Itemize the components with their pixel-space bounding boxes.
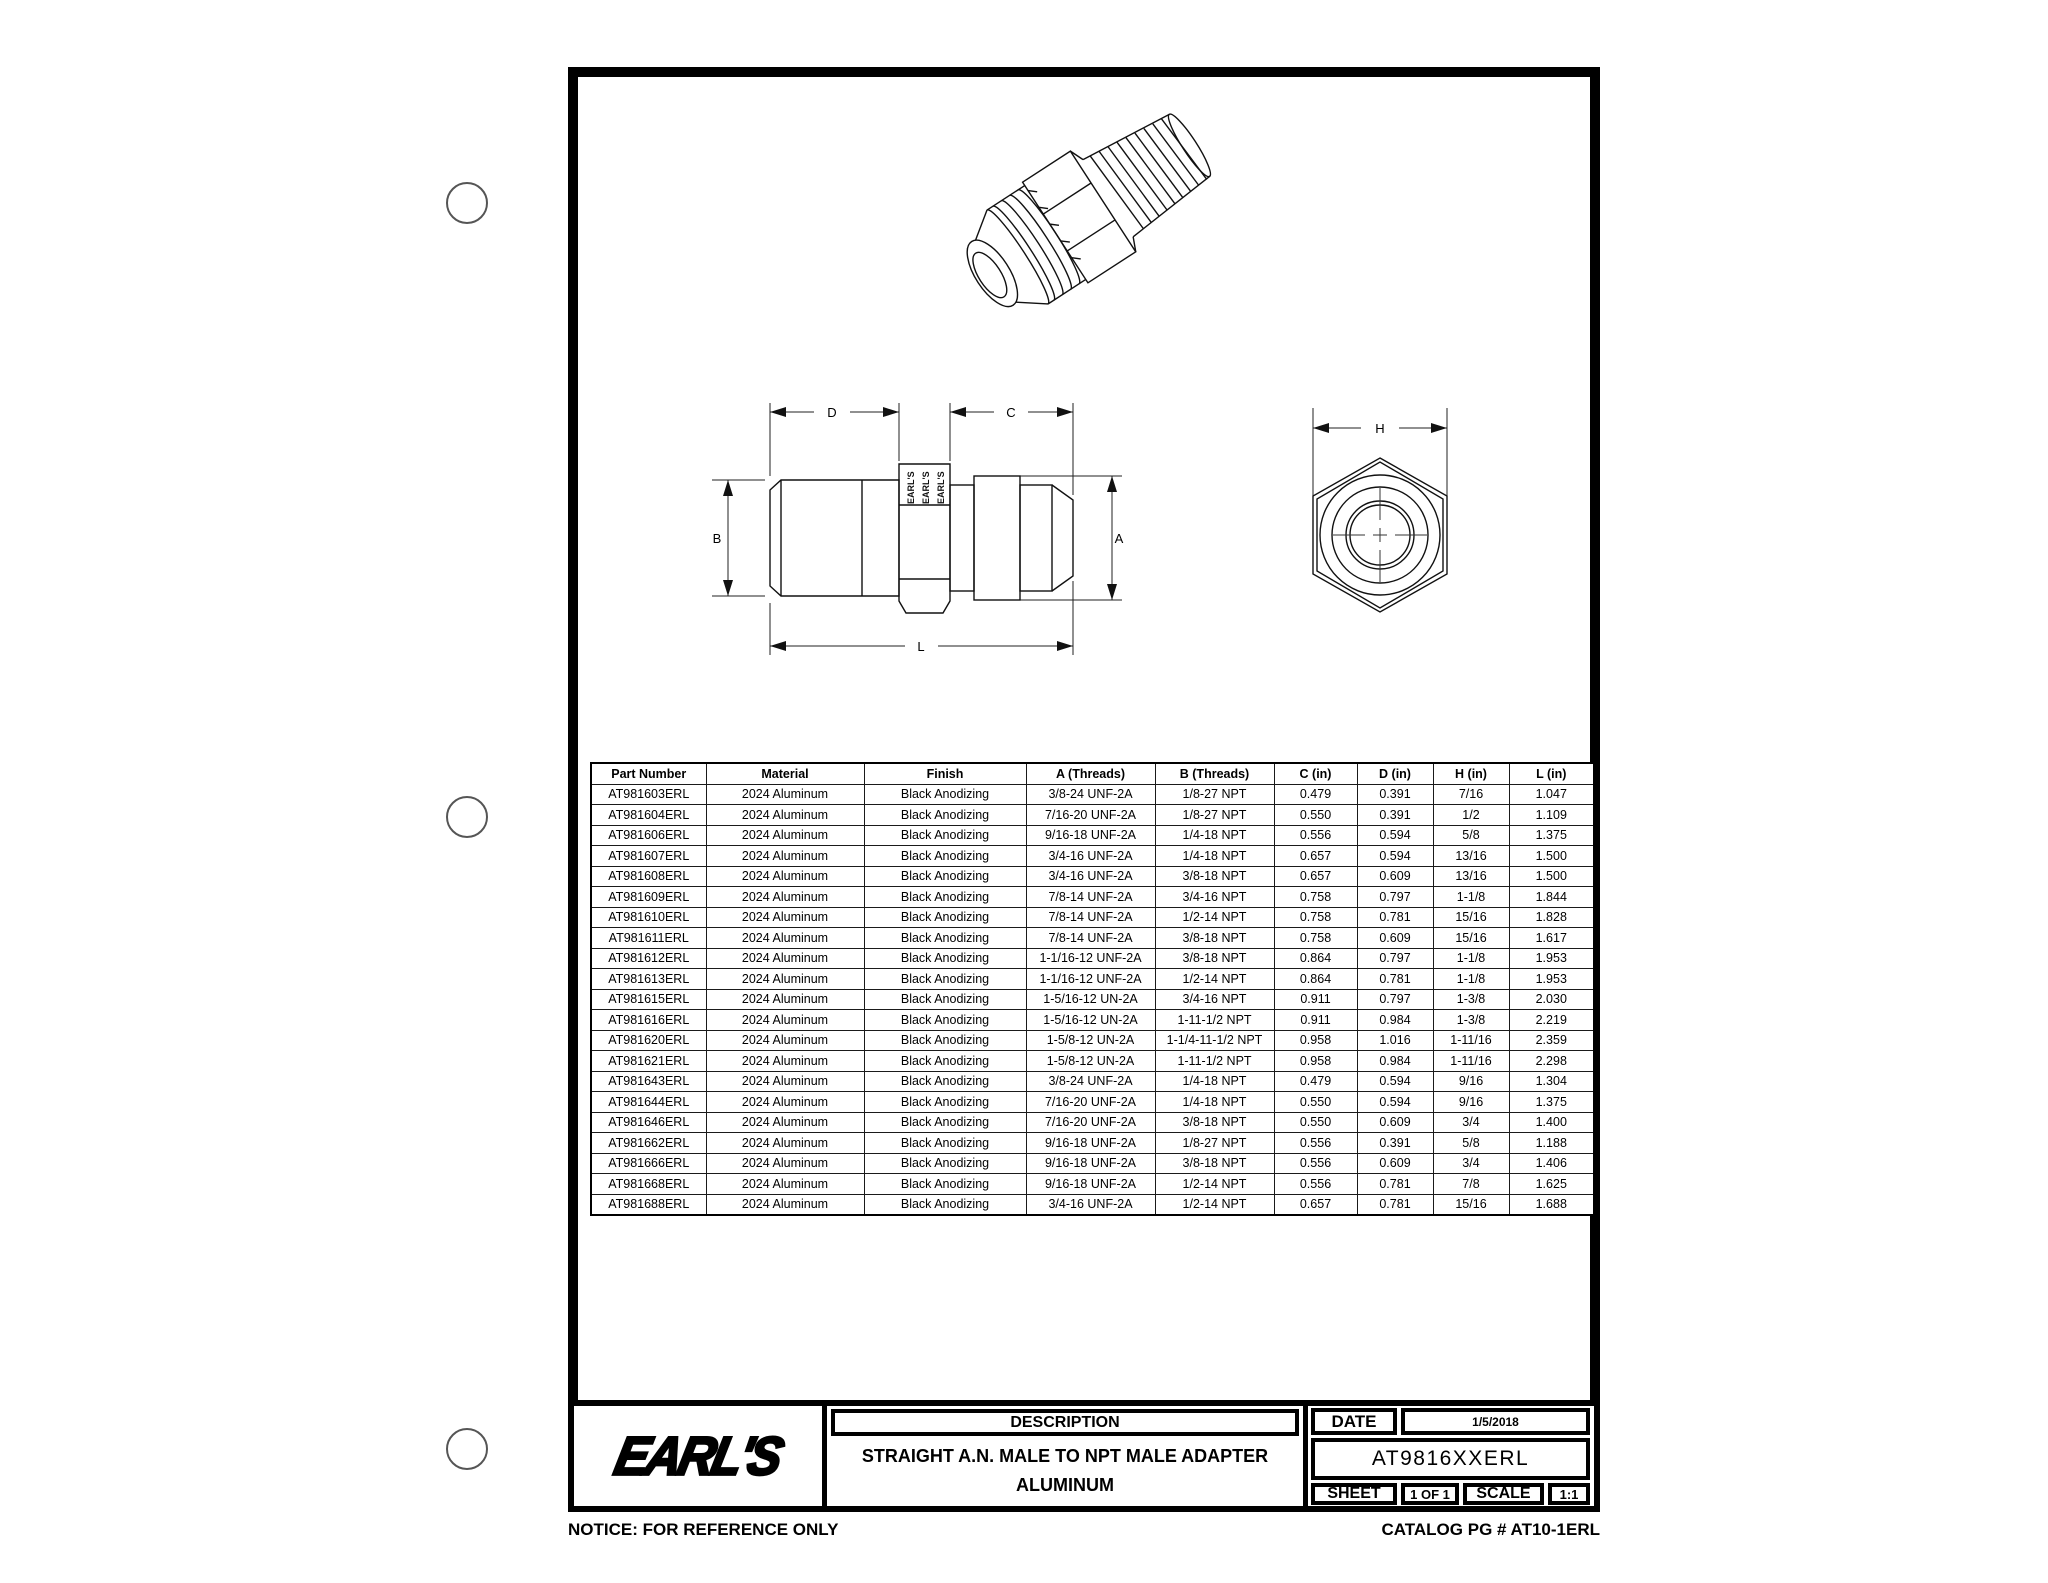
table-cell: Black Anodizing	[864, 928, 1026, 949]
table-cell: 3/8-18 NPT	[1155, 928, 1274, 949]
table-cell: 3/8-18 NPT	[1155, 866, 1274, 887]
table-cell: 0.609	[1357, 1153, 1433, 1174]
table-cell: 2024 Aluminum	[706, 1092, 864, 1113]
table-cell: 15/16	[1433, 1194, 1509, 1215]
table-cell: AT981604ERL	[591, 805, 706, 826]
table-cell: 0.391	[1357, 805, 1433, 826]
part-number: AT9816XXERL	[1311, 1438, 1590, 1480]
table-cell: 2024 Aluminum	[706, 887, 864, 908]
table-cell: 0.657	[1274, 846, 1357, 867]
table-row	[591, 825, 1594, 846]
table-cell: 0.984	[1357, 1051, 1433, 1072]
table-cell: 1.844	[1509, 887, 1594, 908]
table-cell: 3/8-24 UNF-2A	[1026, 1071, 1155, 1092]
table-cell: 1.406	[1509, 1153, 1594, 1174]
table-cell: 2024 Aluminum	[706, 1133, 864, 1154]
table-cell: 0.594	[1357, 825, 1433, 846]
catalog-page-ref: CATALOG PG # AT10-1ERL	[1381, 1520, 1600, 1539]
table-header-cell: H (in)	[1433, 763, 1509, 784]
isometric-fitting-view	[935, 78, 1245, 333]
table-cell: 2.219	[1509, 1010, 1594, 1031]
table-row	[591, 1174, 1594, 1195]
table-cell: 2024 Aluminum	[706, 784, 864, 805]
table-cell: 0.797	[1357, 887, 1433, 908]
knurl-brand-text: EARL'S	[921, 471, 931, 504]
table-cell: 2024 Aluminum	[706, 928, 864, 949]
table-cell: 0.550	[1274, 1112, 1357, 1133]
table-cell: 2.359	[1509, 1030, 1594, 1051]
hole-punch-circle	[446, 1428, 488, 1470]
table-cell: Black Anodizing	[864, 1194, 1026, 1215]
logo-cell	[574, 1406, 822, 1506]
table-cell: AT981615ERL	[591, 989, 706, 1010]
table-cell: 1/2-14 NPT	[1155, 969, 1274, 990]
table-cell: 1/4-18 NPT	[1155, 1071, 1274, 1092]
table-cell: 2024 Aluminum	[706, 989, 864, 1010]
dim-label-a: A	[1114, 531, 1124, 546]
table-cell: Black Anodizing	[864, 805, 1026, 826]
table-cell: AT981620ERL	[591, 1030, 706, 1051]
table-cell: 2024 Aluminum	[706, 1030, 864, 1051]
table-cell: 0.864	[1274, 948, 1357, 969]
table-cell: 0.984	[1357, 1010, 1433, 1031]
table-cell: 0.479	[1274, 1071, 1357, 1092]
table-cell: AT981662ERL	[591, 1133, 706, 1154]
table-cell: 3/4-16 UNF-2A	[1026, 1194, 1155, 1215]
table-cell: 1/4-18 NPT	[1155, 825, 1274, 846]
sheet-value: 1 OF 1	[1401, 1483, 1459, 1505]
table-cell: 1.109	[1509, 805, 1594, 826]
table-cell: 2024 Aluminum	[706, 1010, 864, 1031]
table-cell: AT981621ERL	[591, 1051, 706, 1072]
dim-label-c: C	[1006, 405, 1016, 420]
table-cell: 1.500	[1509, 866, 1594, 887]
table-cell: 2024 Aluminum	[706, 1194, 864, 1215]
table-cell: 9/16-18 UNF-2A	[1026, 1133, 1155, 1154]
table-cell: 7/16-20 UNF-2A	[1026, 1092, 1155, 1113]
table-cell: 2024 Aluminum	[706, 825, 864, 846]
table-cell: Black Anodizing	[864, 846, 1026, 867]
table-cell: 2.030	[1509, 989, 1594, 1010]
table-row	[591, 1092, 1594, 1113]
table-cell: 2024 Aluminum	[706, 907, 864, 928]
table-header-cell: A (Threads)	[1026, 763, 1155, 784]
table-header-cell: Material	[706, 763, 864, 784]
table-cell: 9/16-18 UNF-2A	[1026, 1174, 1155, 1195]
table-cell: 13/16	[1433, 866, 1509, 887]
table-cell: AT981613ERL	[591, 969, 706, 990]
table-cell: 1.828	[1509, 907, 1594, 928]
table-cell: 3/4-16 NPT	[1155, 989, 1274, 1010]
table-cell: 1-11-1/2 NPT	[1155, 1051, 1274, 1072]
table-cell: 0.556	[1274, 1174, 1357, 1195]
table-cell: Black Anodizing	[864, 825, 1026, 846]
table-cell: 2024 Aluminum	[706, 1071, 864, 1092]
notice-text: NOTICE: FOR REFERENCE ONLY	[568, 1520, 839, 1539]
table-cell: 15/16	[1433, 928, 1509, 949]
table-cell: 0.594	[1357, 846, 1433, 867]
table-cell: 3/4	[1433, 1112, 1509, 1133]
table-cell: 3/4	[1433, 1153, 1509, 1174]
description-header: DESCRIPTION	[831, 1409, 1299, 1436]
title-block	[568, 1400, 1600, 1512]
table-header-cell: Part Number	[591, 763, 706, 784]
table-cell: 2024 Aluminum	[706, 948, 864, 969]
table-row	[591, 887, 1594, 908]
table-cell: 0.657	[1274, 1194, 1357, 1215]
table-header-cell: D (in)	[1357, 763, 1433, 784]
table-cell: AT981610ERL	[591, 907, 706, 928]
table-cell: 1-3/8	[1433, 989, 1509, 1010]
table-cell: AT981666ERL	[591, 1153, 706, 1174]
dim-label-b: B	[712, 531, 722, 546]
table-cell: AT981643ERL	[591, 1071, 706, 1092]
table-cell: AT981646ERL	[591, 1112, 706, 1133]
table-cell: 2024 Aluminum	[706, 805, 864, 826]
table-row	[591, 989, 1594, 1010]
table-cell: 0.391	[1357, 784, 1433, 805]
table-cell: Black Anodizing	[864, 784, 1026, 805]
table-cell: 2.298	[1509, 1051, 1594, 1072]
table-cell: 0.958	[1274, 1051, 1357, 1072]
table-cell: 0.594	[1357, 1071, 1433, 1092]
table-cell: AT981611ERL	[591, 928, 706, 949]
table-cell: 2024 Aluminum	[706, 1174, 864, 1195]
table-cell: 0.556	[1274, 825, 1357, 846]
table-cell: AT981608ERL	[591, 866, 706, 887]
description-line-2: ALUMINUM	[1016, 1475, 1114, 1495]
table-cell: Black Anodizing	[864, 969, 1026, 990]
side-profile-view	[710, 383, 1125, 678]
description-column	[822, 1406, 1308, 1506]
table-row	[591, 928, 1594, 949]
table-cell: 1/8-27 NPT	[1155, 805, 1274, 826]
table-cell: 1.688	[1509, 1194, 1594, 1215]
table-cell: 1.188	[1509, 1133, 1594, 1154]
table-cell: 1-3/8	[1433, 1010, 1509, 1031]
table-cell: 1.375	[1509, 825, 1594, 846]
table-cell: 3/8-18 NPT	[1155, 948, 1274, 969]
table-cell: Black Anodizing	[864, 1092, 1026, 1113]
hex-end-view	[1295, 390, 1495, 660]
sheet-label: SHEET	[1311, 1483, 1397, 1505]
table-cell: 3/4-16 UNF-2A	[1026, 846, 1155, 867]
table-cell: 7/8-14 UNF-2A	[1026, 928, 1155, 949]
table-cell: 0.781	[1357, 969, 1433, 990]
table-row	[591, 846, 1594, 867]
table-row	[591, 969, 1594, 990]
table-cell: 1-1/8	[1433, 969, 1509, 990]
date-value: 1/5/2018	[1401, 1408, 1590, 1435]
table-header-cell: C (in)	[1274, 763, 1357, 784]
table-cell: 0.797	[1357, 948, 1433, 969]
table-cell: Black Anodizing	[864, 1133, 1026, 1154]
table-cell: 2024 Aluminum	[706, 969, 864, 990]
table-row	[591, 1194, 1594, 1215]
table-cell: 1.400	[1509, 1112, 1594, 1133]
table-cell: 1.617	[1509, 928, 1594, 949]
table-cell: 0.556	[1274, 1153, 1357, 1174]
table-cell: Black Anodizing	[864, 1071, 1026, 1092]
parts-table	[590, 762, 1595, 1216]
table-cell: AT981668ERL	[591, 1174, 706, 1195]
table-cell: 2024 Aluminum	[706, 1051, 864, 1072]
table-cell: 1.375	[1509, 1092, 1594, 1113]
table-row	[591, 1051, 1594, 1072]
table-cell: 1-1/4-11-1/2 NPT	[1155, 1030, 1274, 1051]
title-block-right-column	[1308, 1406, 1594, 1506]
table-cell: AT981688ERL	[591, 1194, 706, 1215]
table-cell: 0.758	[1274, 928, 1357, 949]
table-cell: 3/8-18 NPT	[1155, 1112, 1274, 1133]
table-cell: 5/8	[1433, 825, 1509, 846]
table-cell: 3/4-16 NPT	[1155, 887, 1274, 908]
table-cell: 7/16	[1433, 784, 1509, 805]
table-cell: 1-1/8	[1433, 948, 1509, 969]
table-cell: 1-5/8-12 UN-2A	[1026, 1051, 1155, 1072]
hole-punch-circle	[446, 182, 488, 224]
table-cell: Black Anodizing	[864, 866, 1026, 887]
date-label: DATE	[1311, 1408, 1397, 1435]
table-cell: Black Anodizing	[864, 1112, 1026, 1133]
dim-label-h: H	[1375, 421, 1385, 436]
table-cell: AT981603ERL	[591, 784, 706, 805]
table-cell: 9/16	[1433, 1071, 1509, 1092]
knurl-brand-text: EARL'S	[936, 471, 946, 504]
description-line-1: STRAIGHT A.N. MALE TO NPT MALE ADAPTER	[861, 1446, 1269, 1466]
table-row	[591, 1153, 1594, 1174]
table-cell: 0.550	[1274, 805, 1357, 826]
table-cell: 1.016	[1357, 1030, 1433, 1051]
table-cell: 0.911	[1274, 989, 1357, 1010]
table-cell: 1/2-14 NPT	[1155, 1194, 1274, 1215]
table-cell: 1-1/16-12 UNF-2A	[1026, 948, 1155, 969]
table-cell: Black Anodizing	[864, 1153, 1026, 1174]
table-cell: 3/4-16 UNF-2A	[1026, 866, 1155, 887]
table-cell: AT981616ERL	[591, 1010, 706, 1031]
table-row	[591, 907, 1594, 928]
scale-label: SCALE	[1463, 1483, 1544, 1505]
table-cell: 0.797	[1357, 989, 1433, 1010]
table-cell: 1/8-27 NPT	[1155, 1133, 1274, 1154]
table-cell: 1.304	[1509, 1071, 1594, 1092]
table-cell: 15/16	[1433, 907, 1509, 928]
table-cell: AT981606ERL	[591, 825, 706, 846]
table-cell: 3/8-18 NPT	[1155, 1153, 1274, 1174]
table-header-row	[591, 763, 1594, 784]
table-cell: 1-11-1/2 NPT	[1155, 1010, 1274, 1031]
table-row	[591, 866, 1594, 887]
parts-table-body	[591, 784, 1594, 1215]
table-header-cell: B (Threads)	[1155, 763, 1274, 784]
table-cell: 0.781	[1357, 907, 1433, 928]
table-cell: 1.953	[1509, 948, 1594, 969]
table-row	[591, 784, 1594, 805]
table-cell: 2024 Aluminum	[706, 1153, 864, 1174]
table-cell: 1-11/16	[1433, 1030, 1509, 1051]
table-cell: 0.781	[1357, 1194, 1433, 1215]
table-cell: 3/8-24 UNF-2A	[1026, 784, 1155, 805]
table-cell: 7/16-20 UNF-2A	[1026, 1112, 1155, 1133]
table-cell: 2024 Aluminum	[706, 866, 864, 887]
table-cell: Black Anodizing	[864, 887, 1026, 908]
table-row	[591, 1030, 1594, 1051]
table-cell: 1.047	[1509, 784, 1594, 805]
table-cell: 1/4-18 NPT	[1155, 1092, 1274, 1113]
table-cell: 1-5/16-12 UN-2A	[1026, 989, 1155, 1010]
table-cell: Black Anodizing	[864, 989, 1026, 1010]
table-cell: 0.657	[1274, 866, 1357, 887]
table-cell: 1-11/16	[1433, 1051, 1509, 1072]
table-cell: 1.500	[1509, 846, 1594, 867]
table-cell: AT981609ERL	[591, 887, 706, 908]
table-cell: 0.594	[1357, 1092, 1433, 1113]
table-cell: 2024 Aluminum	[706, 1112, 864, 1133]
table-cell: 7/8	[1433, 1174, 1509, 1195]
table-cell: 1/8-27 NPT	[1155, 784, 1274, 805]
knurl-brand-text: EARL'S	[906, 471, 916, 504]
table-cell: 1.953	[1509, 969, 1594, 990]
table-cell: 7/8-14 UNF-2A	[1026, 887, 1155, 908]
table-row	[591, 1010, 1594, 1031]
table-cell: AT981612ERL	[591, 948, 706, 969]
table-cell: 7/8-14 UNF-2A	[1026, 907, 1155, 928]
table-cell: 0.609	[1357, 866, 1433, 887]
table-cell: 0.781	[1357, 1174, 1433, 1195]
table-cell: 0.550	[1274, 1092, 1357, 1113]
table-row	[591, 1071, 1594, 1092]
table-row	[591, 805, 1594, 826]
table-cell: 1-1/8	[1433, 887, 1509, 908]
table-cell: 0.864	[1274, 969, 1357, 990]
table-cell: 1/2	[1433, 805, 1509, 826]
table-cell: 1-5/16-12 UN-2A	[1026, 1010, 1155, 1031]
table-cell: 9/16	[1433, 1092, 1509, 1113]
table-cell: 1/2-14 NPT	[1155, 907, 1274, 928]
table-cell: 9/16-18 UNF-2A	[1026, 825, 1155, 846]
table-cell: 0.958	[1274, 1030, 1357, 1051]
dim-label-l: L	[917, 639, 925, 654]
table-cell: 0.609	[1357, 1112, 1433, 1133]
table-cell: 0.911	[1274, 1010, 1357, 1031]
table-row	[591, 1133, 1594, 1154]
table-header-cell: Finish	[864, 763, 1026, 784]
table-cell: 5/8	[1433, 1133, 1509, 1154]
hole-punch-circle	[446, 796, 488, 838]
table-cell: 7/16-20 UNF-2A	[1026, 805, 1155, 826]
dim-label-d: D	[827, 405, 837, 420]
table-cell: AT981607ERL	[591, 846, 706, 867]
table-cell: 0.556	[1274, 1133, 1357, 1154]
table-cell: 0.758	[1274, 887, 1357, 908]
earls-logo: EARL'S	[609, 1425, 787, 1487]
table-row	[591, 1112, 1594, 1133]
table-cell: 1/2-14 NPT	[1155, 1174, 1274, 1195]
table-cell: 1/4-18 NPT	[1155, 846, 1274, 867]
table-cell: 0.609	[1357, 928, 1433, 949]
table-cell: 2024 Aluminum	[706, 846, 864, 867]
table-cell: 1.625	[1509, 1174, 1594, 1195]
table-cell: 9/16-18 UNF-2A	[1026, 1153, 1155, 1174]
table-cell: Black Anodizing	[864, 1174, 1026, 1195]
table-row	[591, 948, 1594, 969]
table-cell: Black Anodizing	[864, 1051, 1026, 1072]
table-cell: Black Anodizing	[864, 1010, 1026, 1031]
table-cell: 13/16	[1433, 846, 1509, 867]
table-cell: Black Anodizing	[864, 948, 1026, 969]
table-cell: 1-1/16-12 UNF-2A	[1026, 969, 1155, 990]
table-cell: 0.758	[1274, 907, 1357, 928]
table-header-cell: L (in)	[1509, 763, 1594, 784]
scale-value: 1:1	[1548, 1483, 1590, 1505]
table-cell: 0.479	[1274, 784, 1357, 805]
table-cell: Black Anodizing	[864, 907, 1026, 928]
description-text	[827, 1438, 1303, 1504]
table-cell: Black Anodizing	[864, 1030, 1026, 1051]
table-cell: 0.391	[1357, 1133, 1433, 1154]
table-cell: AT981644ERL	[591, 1092, 706, 1113]
table-cell: 1-5/8-12 UN-2A	[1026, 1030, 1155, 1051]
